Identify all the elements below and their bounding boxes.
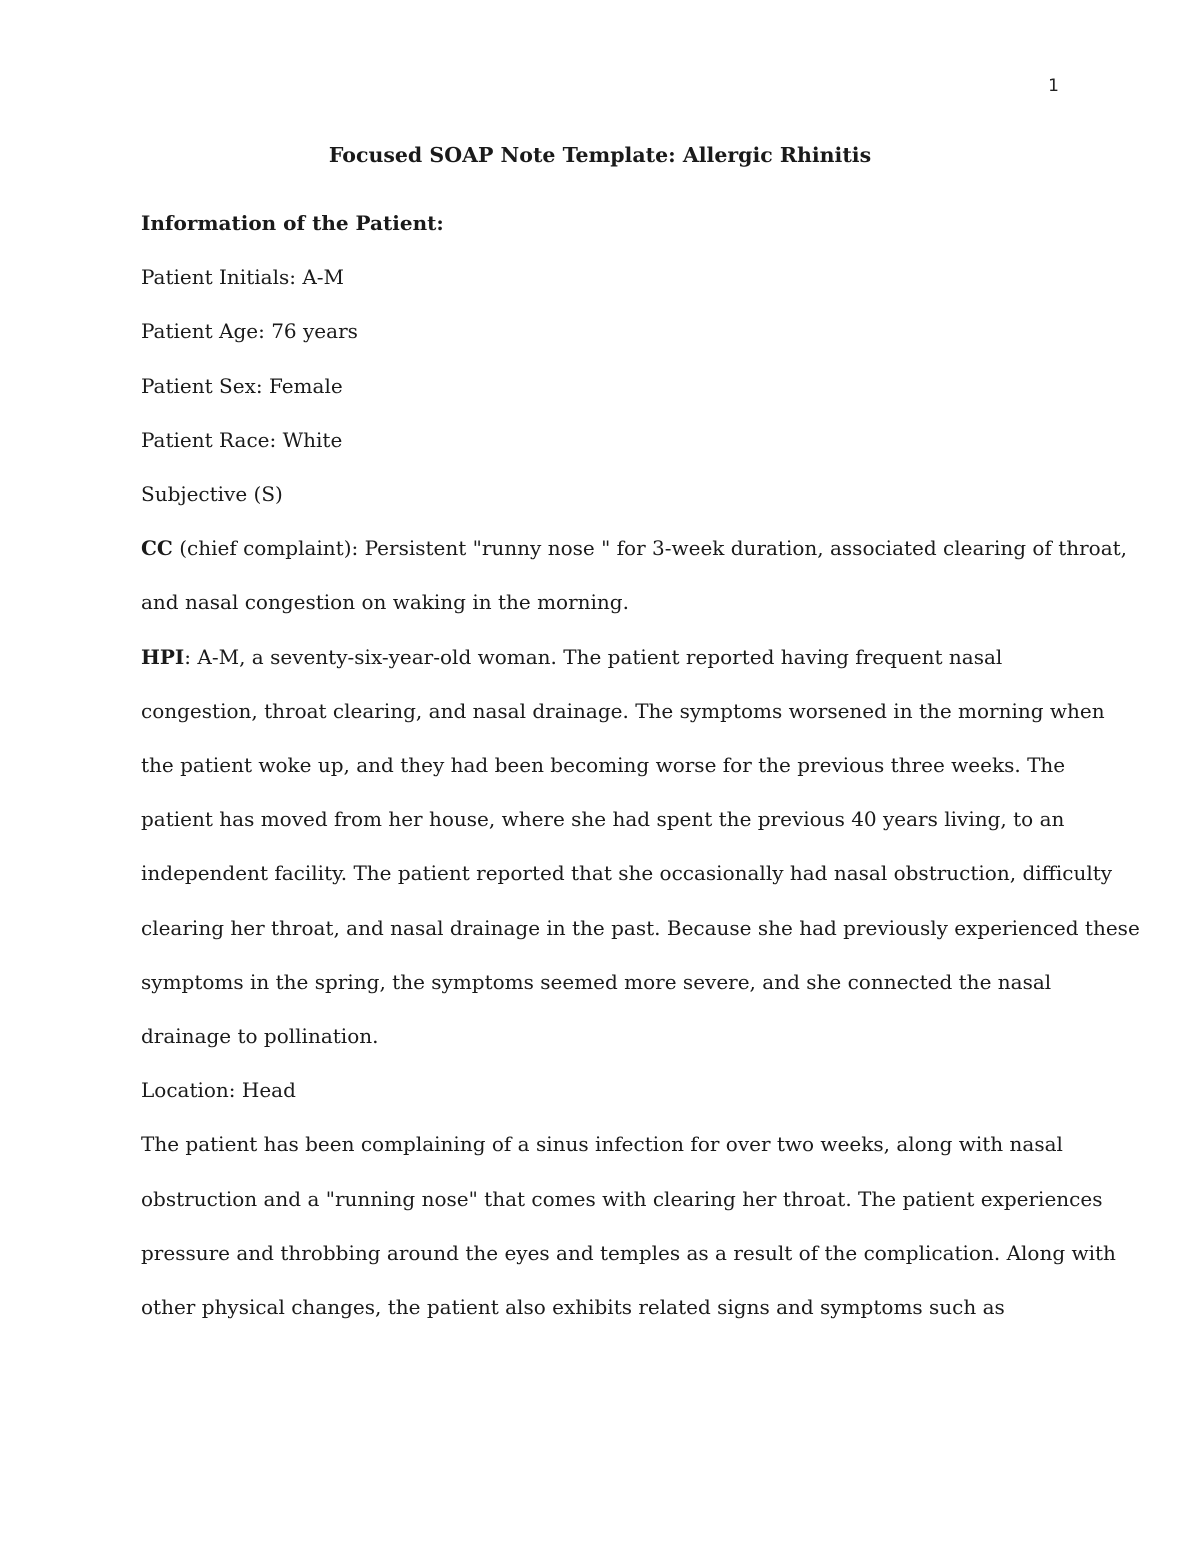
hpi-line: symptoms in the spring, the symptoms seemed more severe, and she connected the nasal — [141, 969, 1052, 994]
hpi-line — [141, 630, 1061, 684]
patient-info-heading: Information of the Patient: — [141, 211, 444, 235]
hpi-line: independent facility. The patient reported that she occasionally had nasal obstruction, difficulty — [141, 861, 1113, 886]
location-line: Location: Head — [141, 1078, 296, 1103]
chief-complaint-line: and nasal congestion on waking in the morning. — [141, 590, 629, 615]
patient-age: Patient Age: 76 years — [141, 319, 358, 344]
chief-complaint-line — [141, 521, 1128, 575]
hpi-text: : A-M, a seventy-six-year-old woman. The patient reported having frequent nasal — [184, 644, 1003, 669]
subjective-heading: Subjective (S) — [141, 482, 283, 507]
hpi-line: the patient woke up, and they had been becoming worse for the previous three weeks. The — [141, 753, 1066, 778]
hpi-line: clearing her throat, and nasal drainage in the past. Because she had previously experienced these — [141, 915, 1140, 940]
patient-race: Patient Race: White — [141, 427, 343, 452]
hpi-paragraph — [141, 630, 1140, 1064]
document-body — [141, 196, 1140, 1334]
cc-label: CC — [141, 536, 173, 561]
body-line: pressure and throbbing around the eyes and temples as a result of the complication. Along with — [141, 1240, 1116, 1265]
document-title: Focused SOAP Note Template: Allergic Rhinitis — [328, 143, 872, 167]
patient-initials: Patient Initials: A-M — [141, 265, 344, 290]
body-line: other physical changes, the patient also exhibits related signs and symptoms such as — [141, 1295, 1005, 1320]
chief-complaint-paragraph — [141, 521, 1128, 629]
body-paragraph — [141, 1117, 1116, 1334]
patient-sex: Patient Sex: Female — [141, 373, 343, 398]
cc-text: (chief complaint): Persistent "runny nose " for 3-week duration, associated clearing of throat, — [172, 536, 1128, 561]
body-line: obstruction and a "running nose" that comes with clearing her throat. The patient experiences — [141, 1186, 1103, 1211]
hpi-label: HPI — [141, 644, 185, 669]
body-line: The patient has been complaining of a sinus infection for over two weeks, along with nasal — [141, 1132, 1063, 1157]
hpi-line: congestion, throat clearing, and nasal drainage. The symptoms worsened in the morning when — [141, 698, 1105, 723]
page-number: 1 — [1048, 76, 1059, 96]
hpi-line: drainage to pollination. — [141, 1024, 379, 1049]
hpi-line: patient has moved from her house, where she had spent the previous 40 years living, to an — [141, 807, 1065, 832]
